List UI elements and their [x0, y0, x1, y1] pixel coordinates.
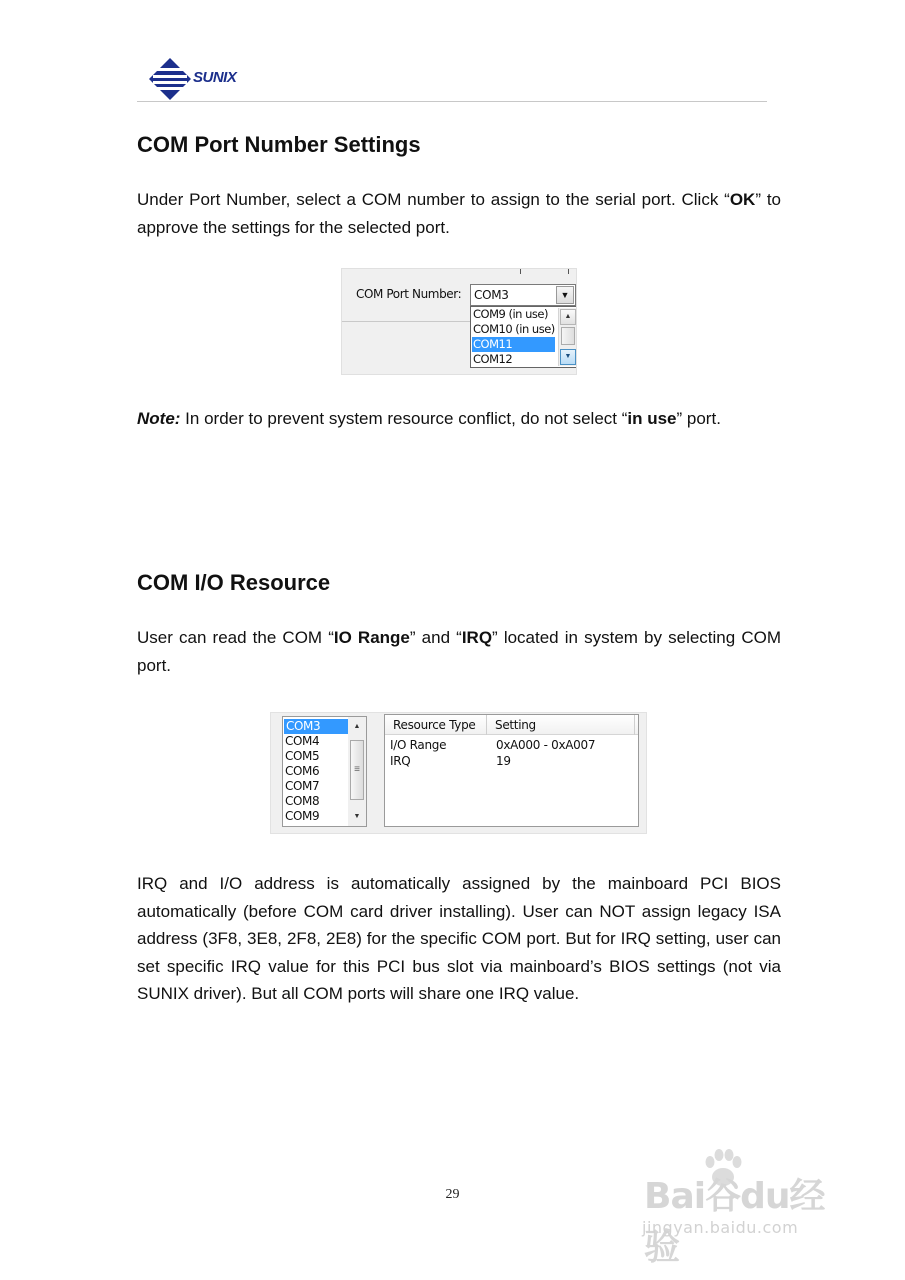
note-label: Note: [137, 409, 181, 428]
section2-text-b: ” and “ [409, 628, 462, 647]
com-list-item[interactable]: COM9 [285, 809, 320, 823]
dropdown-item[interactable]: COM9 (in use) [473, 307, 548, 321]
dropdown-scrollbar[interactable] [558, 308, 576, 366]
dropdown-item-selected[interactable]: COM11 [472, 337, 555, 352]
scroll-up-icon[interactable]: ▲ [353, 723, 361, 730]
row-type-irq: IRQ [390, 754, 411, 768]
watermark-url: jingyan.baidu.com [642, 1218, 799, 1237]
logo-text: SUNIX [193, 69, 237, 86]
column-header-resource-type[interactable]: Resource Type [385, 715, 487, 735]
com-port-list[interactable] [282, 716, 367, 827]
dropdown-item[interactable]: COM12 [473, 352, 513, 366]
com-port-dropdown-list[interactable] [470, 306, 577, 368]
row-setting-io-range: 0xA000 - 0xA007 [496, 738, 596, 752]
row-setting-irq: 19 [496, 754, 511, 768]
section1-text-a: Under Port Number, select a COM number to assign to the serial port. Click “ [137, 190, 730, 209]
section2-bold-irq: IRQ [461, 628, 493, 647]
scroll-thumb[interactable]: ≡ [350, 740, 364, 800]
resource-table [384, 714, 639, 827]
column-header-setting[interactable]: Setting [487, 715, 635, 735]
com-port-number-label: COM Port Number: [356, 287, 462, 301]
scroll-thumb[interactable] [561, 327, 575, 345]
com-port-number-screenshot [341, 268, 577, 375]
header-divider [137, 101, 767, 102]
divider-tick [568, 269, 569, 274]
com-list-item-selected[interactable]: COM3 [284, 719, 348, 734]
note-bold-in-use: in use [627, 409, 677, 428]
com-list-scrollbar[interactable] [348, 717, 366, 826]
scroll-down-icon[interactable]: ▼ [560, 349, 576, 365]
note-paragraph [137, 405, 781, 433]
section-title-com-port-number: COM Port Number Settings [137, 132, 421, 157]
section-title-com-io-resource: COM I/O Resource [137, 570, 331, 595]
com-list-item[interactable]: COM5 [285, 749, 320, 763]
row-type-io-range: I/O Range [390, 738, 447, 752]
com-list-item[interactable]: COM4 [285, 734, 320, 748]
combobox-value: COM3 [474, 288, 509, 302]
sunix-logo-icon [149, 58, 191, 102]
section2-text-c: ” located in system by selecting COM port. [137, 628, 781, 675]
com-port-number-combobox[interactable] [470, 284, 576, 306]
resource-table-header [385, 715, 638, 735]
section1-bold-ok: OK [729, 190, 756, 209]
com-list-item[interactable]: COM8 [285, 794, 320, 808]
dropdown-item[interactable]: COM10 (in use) [473, 322, 555, 336]
com-io-resource-screenshot [270, 712, 647, 834]
page-number: 29 [445, 1187, 460, 1202]
com-list-item[interactable]: COM7 [285, 779, 320, 793]
watermark-text: Bai谷du经验 [644, 1176, 825, 1268]
section3-paragraph: IRQ and I/O address is automatically assigned by the mainboard PCI BIOS automatically (before COM card driver installing). User can NOT assign legacy ISA address (3F8, 3E8, 2F8, 2E8) for the specific COM port. But for IRQ setting, user can set specific IRQ value for this PCI bus slot via mainboard’s BIOS settings (not via SUNIX driver). But all COM ports will share one IRQ value. [137, 874, 781, 1003]
scroll-down-icon[interactable]: ▼ [353, 813, 361, 820]
separator-line [342, 321, 472, 322]
chevron-down-icon[interactable]: ▼ [556, 286, 574, 304]
sunix-logo [149, 58, 259, 102]
note-text-a: In order to prevent system resource conflict, do not select “ [180, 409, 628, 428]
section1-text-b: ” to approve the settings for the selected port. [137, 190, 782, 237]
section2-bold-io-range: IO Range [333, 628, 410, 647]
com-list-item[interactable]: COM6 [285, 764, 320, 778]
section2-paragraph [137, 624, 781, 679]
scroll-up-icon[interactable]: ▲ [560, 309, 576, 325]
section1-paragraph [137, 186, 781, 241]
section2-text-a: User can read the COM “ [137, 628, 334, 647]
note-text-b: ” port. [676, 409, 721, 428]
divider-tick [520, 269, 521, 274]
